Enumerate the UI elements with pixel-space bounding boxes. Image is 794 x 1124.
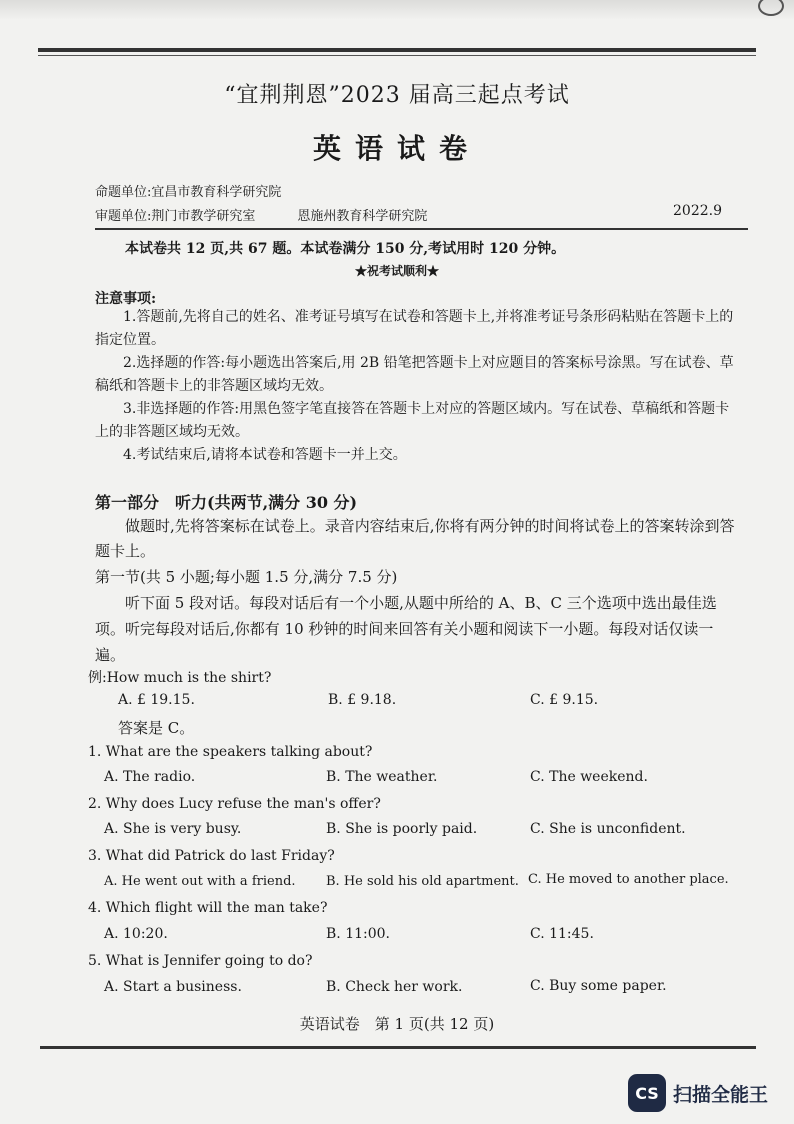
- q4-option-a: A. 10:20.: [104, 926, 168, 942]
- proposer-line: [95, 181, 281, 200]
- part1-desc: 做题时,先将答案标在试卷上。录音内容结束后,你将有两分钟的时间将试卷上的答案转涂到答题卡上。: [95, 517, 735, 560]
- page-footer: 英语试卷 第 1 页(共 12 页): [299, 1015, 495, 1033]
- proposer: 命题单位:宜昌市教育科学研究院: [95, 185, 282, 200]
- reviewer-2: 恩施州教育科学研究院: [297, 209, 428, 224]
- notice-item: 4.考试结束后,请将本试卷和答题卡一并上交。: [123, 447, 407, 463]
- notice-item: 3.非选择题的作答:用黑色签字笔直接答在答题卡上对应的答题区域内。写在试卷、草稿纸和答题卡上的非答题区域均无效。: [95, 401, 730, 440]
- example-option-c: C. £ 9.15.: [530, 692, 599, 708]
- top-rule: [38, 48, 756, 52]
- q1-option-b: B. The weather.: [326, 769, 438, 785]
- example-answer: 答案是 C。: [118, 719, 195, 737]
- notice-item: 2.选择题的作答:每小题选出答案后,用 2B 铅笔把答题卡上对应题目的答案标号涂黑。写在试卷、草稿纸和答题卡上的非答题区域均无效。: [95, 355, 734, 394]
- scan-shadow: [0, 0, 794, 20]
- header-rule: [95, 228, 748, 230]
- q2-option-b: B. She is poorly paid.: [326, 821, 478, 837]
- q3-option-c: C. He moved to another place.: [528, 872, 729, 887]
- q4-option-c: C. 11:45.: [530, 926, 594, 942]
- part1-title: 第一部分 听力(共两节,满分 30 分): [95, 493, 358, 512]
- q1-option-c: C. The weekend.: [530, 769, 648, 785]
- question-2: 2. Why does Lucy refuse the man's offer?: [88, 796, 381, 812]
- q2-option-c: C. She is unconfident.: [530, 821, 686, 837]
- reviewer-line: [95, 205, 427, 224]
- q4-option-b: B. 11:00.: [326, 926, 390, 942]
- q5-option-b: B. Check her work.: [326, 979, 463, 995]
- q2-option-a: A. She is very busy.: [104, 821, 242, 837]
- q3-option-b: B. He sold his old apartment.: [326, 874, 519, 889]
- question-4: 4. Which flight will the man take?: [88, 900, 328, 916]
- notice-title: 注意事项:: [95, 291, 157, 307]
- camscanner-icon: CS: [628, 1074, 666, 1112]
- notice-item: 1.答题前,先将自己的姓名、准考证号填写在试卷和答题卡上,并将准考证号条形码粘贴在答题卡上的指定位置。: [95, 309, 734, 348]
- top-rule-thin: [38, 55, 756, 56]
- subject-title: 英语试卷: [312, 132, 481, 165]
- question-1: 1. What are the speakers talking about?: [88, 744, 373, 760]
- q3-option-a: A. He went out with a friend.: [104, 874, 296, 889]
- blessing: ★祝考试顺利★: [354, 264, 439, 278]
- watermark-label: 扫描全能王: [673, 1083, 769, 1106]
- example-question: 例:How much is the shirt?: [88, 670, 272, 686]
- exam-title: “宜荆荆恩”2023 届高三起点考试: [224, 83, 570, 108]
- reviewer: 审题单位:荆门市教学研究室: [95, 209, 256, 224]
- section1-title: 第一节(共 5 小题;每小题 1.5 分,满分 7.5 分): [95, 568, 398, 586]
- q1-option-a: A. The radio.: [104, 769, 196, 785]
- question-5: 5. What is Jennifer going to do?: [88, 953, 313, 969]
- example-option-b: B. £ 9.18.: [328, 692, 397, 708]
- question-3: 3. What did Patrick do last Friday?: [88, 848, 335, 864]
- exam-date: 2022.9: [673, 203, 722, 219]
- exam-summary: 本试卷共 12 页,共 67 题。本试卷满分 150 分,考试用时 120 分钟。: [125, 241, 566, 257]
- scanner-watermark: [628, 1074, 768, 1112]
- q5-option-c: C. Buy some paper.: [530, 978, 667, 994]
- section1-desc: 听下面 5 段对话。每段对话后有一个小题,从题中所给的 A、B、C 三个选项中选出最佳选项。听完每段对话后,你都有 10 秒钟的时间来回答有关小题和阅读下一小题。每段对话仅读一遍。: [95, 594, 717, 664]
- q5-option-a: A. Start a business.: [104, 979, 242, 995]
- bottom-rule: [40, 1046, 756, 1049]
- example-option-a: A. £ 19.15.: [118, 692, 195, 708]
